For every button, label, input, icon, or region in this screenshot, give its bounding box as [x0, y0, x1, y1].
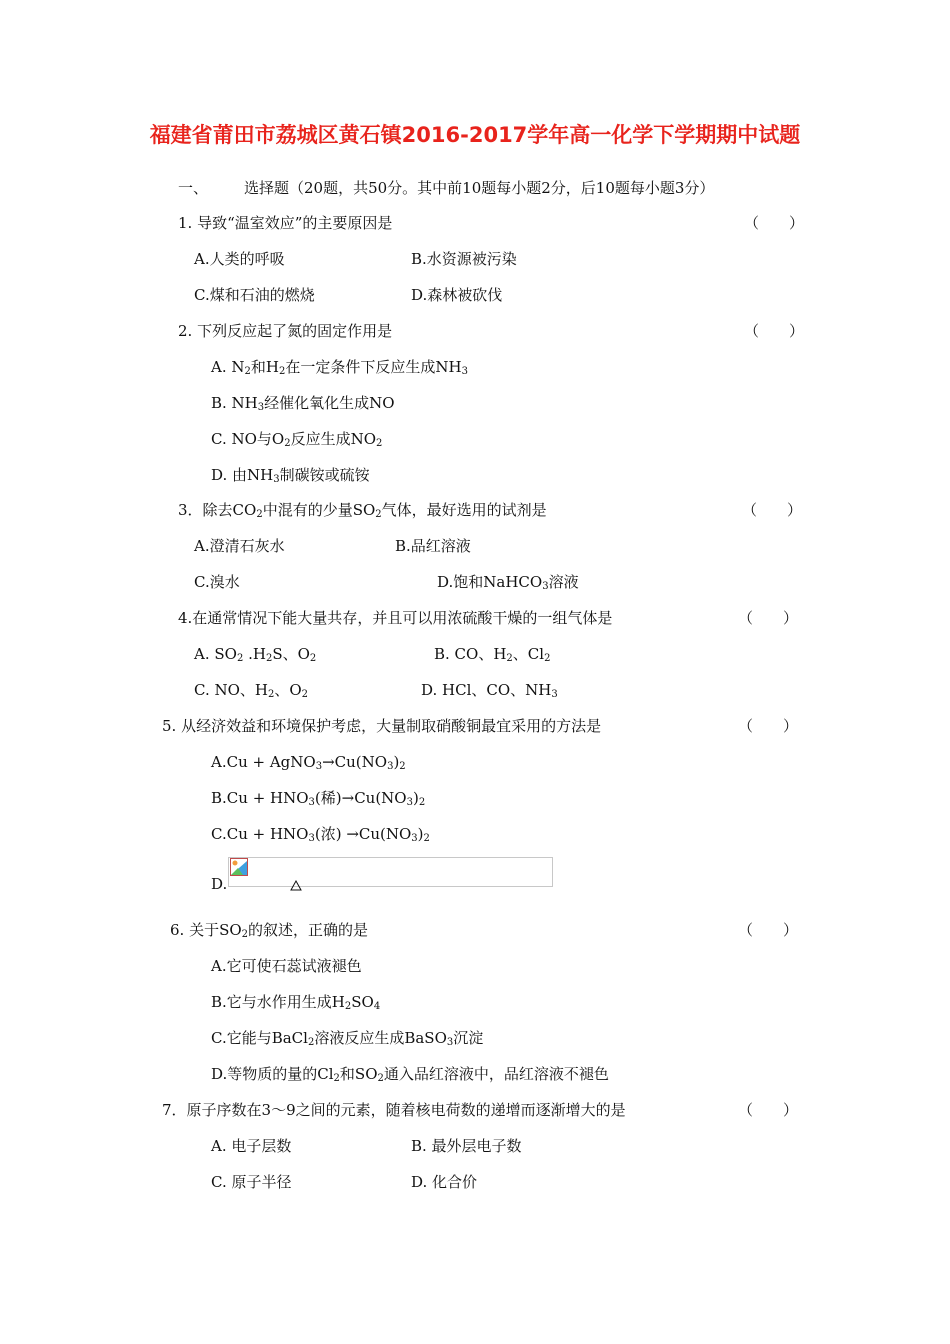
q7-option-b: B. 最外层电子数	[411, 1137, 522, 1155]
q5-option-c: $C.Cu + HNO_3$(浓) $\to Cu(NO_3)_2$	[211, 825, 430, 844]
question-6-stem: 6. 关于$SO_2$的叙述，正确的是	[170, 921, 369, 940]
q3-option-b: B.品红溶液	[395, 537, 471, 555]
section-number: 一、	[178, 179, 209, 197]
q4-option-c: C. NO、$H_2$、$O_2$	[194, 681, 309, 700]
answer-blank-3: （ ）	[742, 501, 803, 519]
question-1-stem: 1. 导致“温室效应”的主要原因是	[178, 214, 393, 232]
triangle-symbol-icon	[290, 880, 302, 891]
q1-option-b: B.水资源被污染	[411, 250, 517, 268]
q5-option-d: D.	[211, 875, 228, 893]
q2-option-c: C. NO与$O_2$反应生成$NO_2$	[211, 430, 383, 449]
question-4-stem: 4.在通常情况下能大量共存，并且可以用浓硫酸干燥的一组气体是	[178, 609, 613, 627]
answer-blank-2: （ ）	[744, 322, 805, 340]
q4-option-d: D. HCl、CO、$NH_3$	[421, 681, 558, 700]
q2-option-b: B. $NH_3$经催化氧化生成NO	[211, 394, 395, 413]
q1-option-c: C.煤和石油的燃烧	[194, 286, 315, 304]
broken-image-icon	[230, 858, 248, 876]
q6-option-a: A.它可使石蕊试液褪色	[211, 957, 362, 975]
answer-blank-1: （ ）	[744, 214, 805, 232]
q6-option-c: C.它能与BaCl$_2$溶液反应生成BaSO$_3$沉淀	[211, 1029, 484, 1048]
answer-blank-7: （ ）	[738, 1101, 799, 1119]
answer-blank-4: （ ）	[738, 609, 799, 627]
q5-option-b: $B.Cu + HNO_3$(稀)$\to Cu(NO_3)_2$	[211, 789, 426, 808]
question-5-stem: 5. 从经济效益和环境保护考虑，大量制取硝酸铜最宜采用的方法是	[162, 717, 602, 735]
q2-option-d: D. 由$NH_3$制碳铵或硫铵	[211, 466, 370, 485]
page-title: 福建省莆田市荔城区黄石镇2016-2017学年高一化学下学期期中试题	[149, 123, 801, 147]
q7-option-d: D. 化合价	[411, 1173, 478, 1191]
q4-option-b: B. CO、$H_2$、$Cl_2$	[434, 645, 551, 664]
q7-option-a: A. 电子层数	[211, 1137, 292, 1155]
missing-image-frame	[228, 857, 553, 887]
q1-option-a: A.人类的呼吸	[194, 250, 285, 268]
answer-blank-5: （ ）	[738, 717, 799, 735]
question-7-stem: 7．原子序数在3～9之间的元素，随着核电荷数的递增而逐渐增大的是	[162, 1101, 626, 1119]
q1-option-d: D.森林被砍伐	[411, 286, 503, 304]
question-2-stem: 2. 下列反应起了氮的固定作用是	[178, 322, 393, 340]
q5-option-a: $A.Cu + AgNO_3\to Cu(NO_3)_2$	[211, 753, 406, 772]
q3-option-c: C.溴水	[194, 573, 240, 591]
q4-option-a: A. $SO_2$ $.H_2S$、$O_2$	[194, 645, 317, 664]
q3-option-a: A.澄清石灰水	[194, 537, 285, 555]
q3-option-d: D.饱和NaHCO$_3$溶液	[437, 573, 579, 592]
q6-option-b: B.它与水作用生成$H_2SO_4$	[211, 993, 381, 1012]
answer-blank-6: （ ）	[738, 921, 799, 939]
q7-option-c: C. 原子半径	[211, 1173, 292, 1191]
question-3-stem: 3．除去$CO_2$中混有的少量$SO_2$气体，最好选用的试剂是	[178, 501, 547, 520]
q6-option-d: D.等物质的量的$Cl_2$和$SO_2$通入品红溶液中，品红溶液不褪色	[211, 1065, 609, 1084]
q2-option-a: A. $N_2$和$H_2$在一定条件下反应生成$NH_3$	[211, 358, 468, 377]
section-heading: 选择题（20题，共50分。其中前10题每小题2分，后10题每小题3分）	[244, 179, 715, 197]
